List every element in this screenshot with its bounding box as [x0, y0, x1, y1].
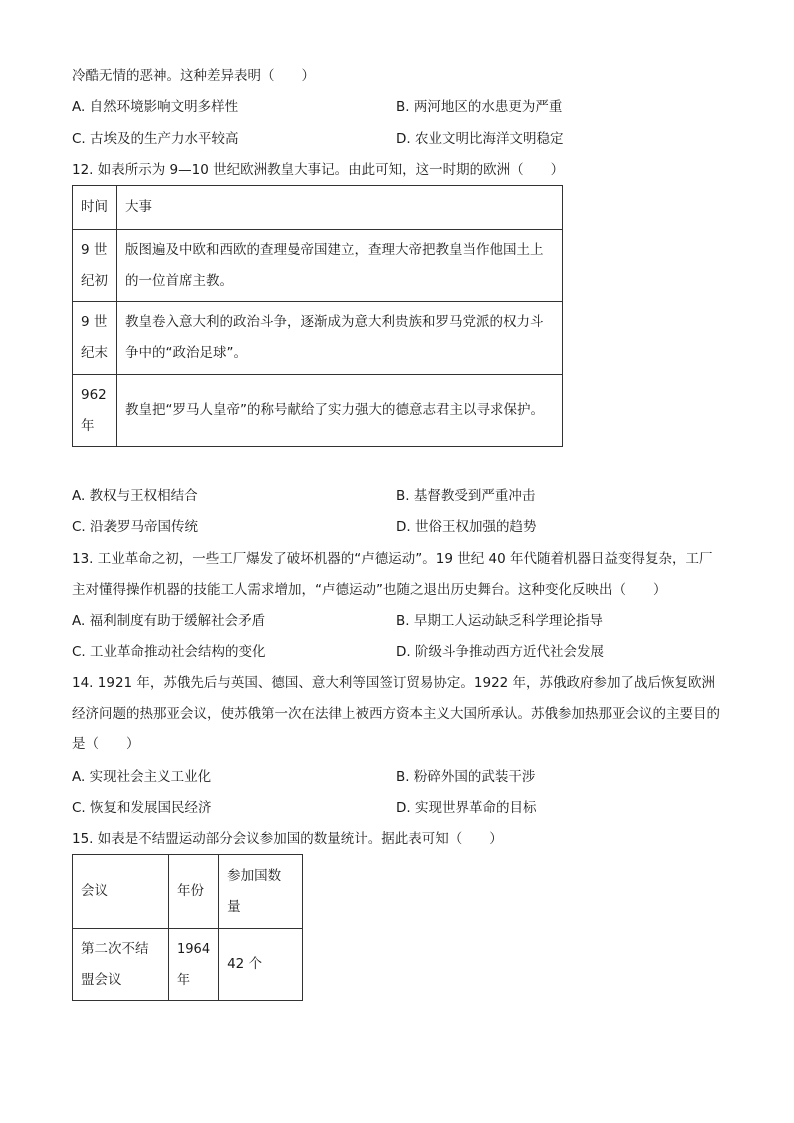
- table-cell-event: 教皇卷入意大利的政治斗争，逐渐成为意大利贵族和罗马党派的权力斗争中的“政治足球”。: [117, 302, 563, 375]
- q13-option-a[interactable]: A. 福利制度有助于缓解社会矛盾: [72, 613, 266, 629]
- table-header-meeting: 会议: [73, 855, 169, 929]
- table-cell-time: 9 世纪初: [73, 230, 117, 302]
- q12-option-c[interactable]: C. 沿袭罗马帝国传统: [72, 519, 199, 535]
- q11-option-b[interactable]: B. 两河地区的水患更为严重: [396, 99, 563, 115]
- q14-option-c[interactable]: C. 恢复和发展国民经济: [72, 800, 212, 816]
- q13-option-d[interactable]: D. 阶级斗争推动西方近代社会发展: [396, 644, 604, 660]
- q15-stem: 15. 如表是不结盟运动部分会议参加国的数量统计。据此表可知（ ）: [72, 831, 503, 847]
- table-cell-year: 1964 年: [169, 929, 219, 1001]
- table-header-count: 参加国数量: [219, 855, 303, 929]
- q13-option-b[interactable]: B. 早期工人运动缺乏科学理论指导: [396, 613, 603, 629]
- table-row: [73, 929, 303, 1001]
- q11-option-d[interactable]: D. 农业文明比海洋文明稳定: [396, 131, 564, 147]
- q12-stem: 12. 如表所示为 9—10 世纪欧洲教皇大事记。由此可知，这一时期的欧洲（ ）: [72, 162, 565, 178]
- q13-option-c[interactable]: C. 工业革命推动社会结构的变化: [72, 644, 266, 660]
- table-header-row: [73, 186, 563, 230]
- q12-option-a[interactable]: A. 教权与王权相结合: [72, 488, 198, 504]
- table-header-event: 大事: [117, 186, 563, 230]
- q15-table: [72, 854, 303, 1001]
- q12-option-d[interactable]: D. 世俗王权加强的趋势: [396, 519, 537, 535]
- q12-option-b[interactable]: B. 基督教受到严重冲击: [396, 488, 536, 504]
- q11-option-a[interactable]: A. 自然环境影响文明多样性: [72, 99, 239, 115]
- table-cell-meeting: 第二次不结盟会议: [73, 929, 169, 1001]
- table-cell-count: 42 个: [219, 929, 303, 1001]
- table-row: [73, 302, 563, 375]
- table-header-year: 年份: [169, 855, 219, 929]
- table-header-time: 时间: [73, 186, 117, 230]
- table-cell-event: 版图遍及中欧和西欧的查理曼帝国建立，查理大帝把教皇当作他国土上的一位首席主教。: [117, 230, 563, 302]
- q11-stem-tail: 冷酷无情的恶神。这种差异表明（ ）: [72, 68, 315, 84]
- table-row: [73, 230, 563, 302]
- table-row: [73, 375, 563, 447]
- table-cell-event: 教皇把“罗马人皇帝”的称号献给了实力强大的德意志君主以寻求保护。: [117, 375, 563, 447]
- q13-stem: 13. 工业革命之初，一些工厂爆发了破坏机器的“卢德运动”。19 世纪 40 年代随着机器日益变得复杂，工厂主对懂得操作机器的技能工人需求增加，“卢德运动”也随之退出历史舞台。这种变化反映出（ ）: [72, 551, 713, 598]
- q11-option-c[interactable]: C. 古埃及的生产力水平较高: [72, 131, 239, 147]
- q14-stem: 14. 1921 年，苏俄先后与英国、德国、意大利等国签订贸易协定。1922 年，苏俄政府参加了战后恢复欧洲经济问题的热那亚会议，使苏俄第一次在法律上被西方资本主义大国所承认。苏俄参加热那亚会议的主要目的是（ ）: [72, 675, 720, 752]
- table-cell-time: 962 年: [73, 375, 117, 447]
- q14-option-a[interactable]: A. 实现社会主义工业化: [72, 769, 212, 785]
- q14-option-d[interactable]: D. 实现世界革命的目标: [396, 800, 537, 816]
- table-cell-time: 9 世纪末: [73, 302, 117, 375]
- table-header-row: [73, 855, 303, 929]
- q12-table: [72, 185, 563, 447]
- q14-option-b[interactable]: B. 粉碎外国的武装干涉: [396, 769, 536, 785]
